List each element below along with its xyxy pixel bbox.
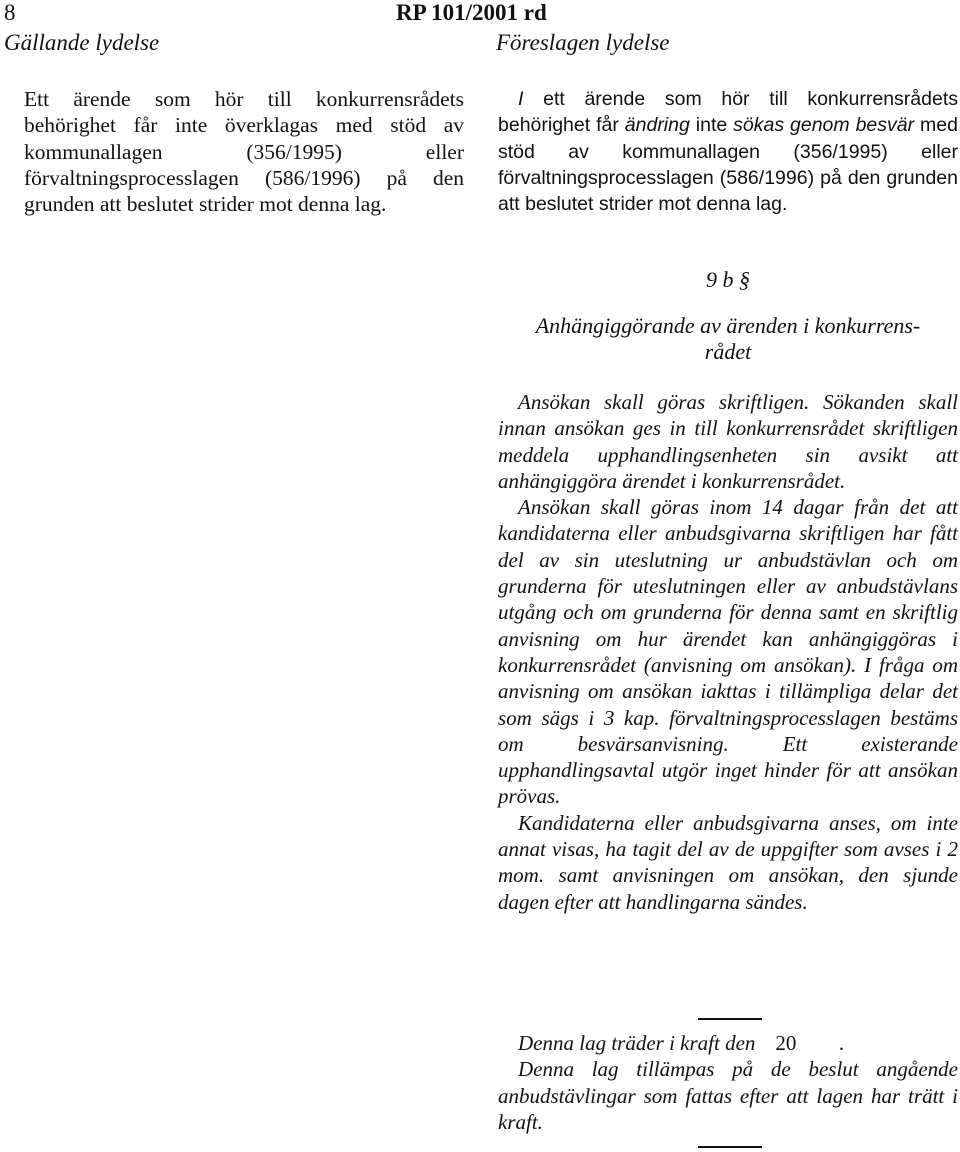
current-paragraph: Ett ärende som hör till konkurrensrådets behörighet får inte överklagas med stöd av kommunallagen (356/1995) eller förvaltningsprocesslagen (586/1996) på den grunden att beslutet strider mot denna lag. bbox=[24, 87, 464, 217]
page-number: 8 bbox=[4, 0, 16, 25]
proposed-section-body bbox=[498, 389, 958, 915]
section-title-line-1: Anhängiggörande av ärenden i konkurrens- bbox=[535, 313, 921, 338]
body-paragraph-2: Ansökan skall göras inom 14 dagar från det att kandidaterna eller anbudsgivarna skriftligen har fått del av sin uteslutning ur anbudstävlan och om grunderna för uteslutningen eller av anbudstävlans utgång och om grunderna för denna samt en skriftlig anvisning om hur ärendet kan anhängiggöras i konkurrensrådet (anvisning om ansökan). I fråga om anvisning om ansökan iakttas i tillämpliga delar det som sägs i 3 kap. förvaltningsprocesslagen bestäms om besvärsanvisning. Ett existerande upphandlingsavtal utgör inget hinder för att ansökan prövas. bbox=[498, 495, 958, 809]
paragraph-lead: I bbox=[518, 88, 524, 110]
proposed-wording-heading: Föreslagen lydelse bbox=[496, 30, 670, 55]
proposed-first-paragraph bbox=[498, 86, 958, 217]
text-part: ett ärende som hör till konkurrensrådets behörighet får bbox=[498, 88, 958, 137]
current-wording-heading: Gällande lydelse bbox=[4, 30, 160, 55]
proposed-paragraph-1 bbox=[498, 86, 958, 217]
document-reference: RP 101/2001 rd bbox=[396, 0, 547, 25]
amended-word: ändring bbox=[624, 114, 690, 137]
body-paragraph-1: Ansökan skall göras skriftligen. Sökanden skall innan ansökan ges in till konkurrensrådet skriftligen meddela upphandlingsenheten sin avsikt att anhängiggöra ärendet i konkurrensrådet. bbox=[498, 390, 958, 493]
separator-rule-bottom bbox=[698, 1146, 762, 1148]
separator-rule-top bbox=[698, 1018, 762, 1020]
text-part: inte bbox=[689, 114, 734, 137]
entry-into-force-text: Denna lag träder i kraft den bbox=[518, 1031, 756, 1055]
transition-provision: Denna lag tillämpas på de beslut angående anbudstävlingar som fattas efter att lagen har trätt i kraft. bbox=[498, 1057, 958, 1134]
section-title-line-2: rådet bbox=[704, 339, 752, 364]
text-part: med stöd av kommunallagen (356/1995) eller förvaltningsprocesslagen (586/1996) på den grunden att beslutet strider mot denna lag. bbox=[498, 114, 958, 216]
current-wording-column bbox=[24, 86, 464, 217]
entry-into-force-year: 20 bbox=[775, 1031, 797, 1055]
section-title bbox=[498, 313, 958, 365]
final-provisions bbox=[498, 1030, 958, 1135]
section-number: 9 b § bbox=[706, 267, 750, 292]
amended-phrase: sökas genom besvär bbox=[733, 114, 915, 137]
entry-into-force-period: . bbox=[839, 1031, 845, 1055]
entry-into-force-line bbox=[498, 1030, 958, 1056]
body-paragraph-3: Kandidaterna eller anbudsgivarna anses, om inte annat visas, ha tagit del av de uppgifter som avses i 2 mom. samt anvisningen om ansökan, den sjunde dagen efter att handlingarna sändes. bbox=[498, 810, 958, 914]
